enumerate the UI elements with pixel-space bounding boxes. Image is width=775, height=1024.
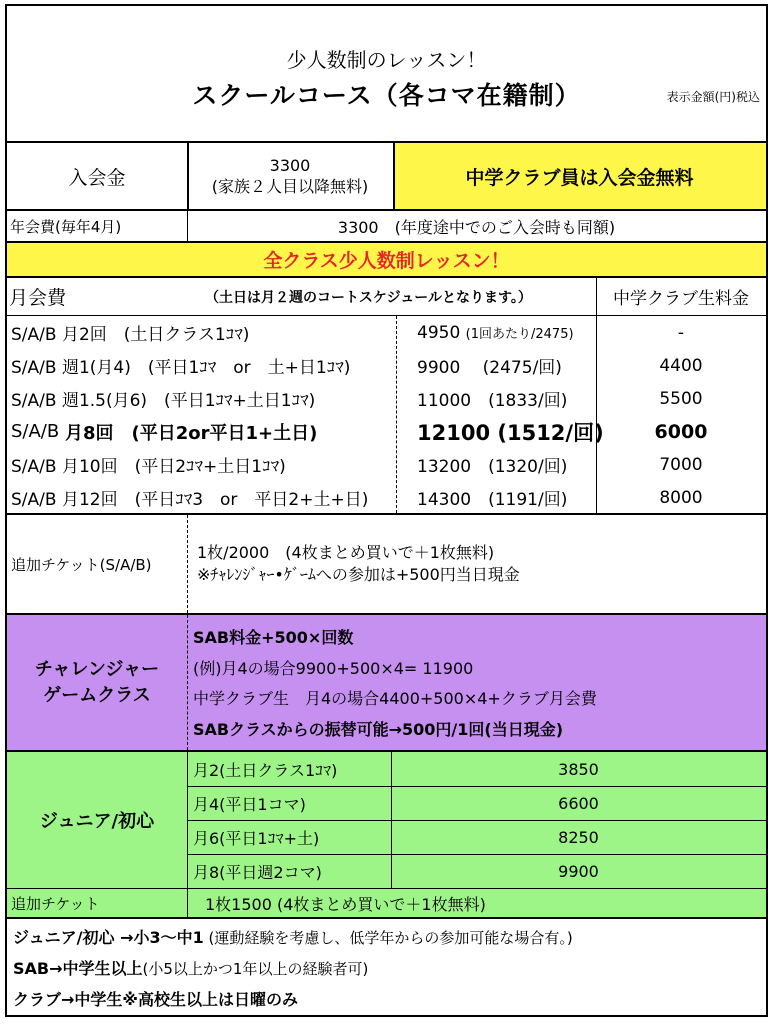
challenger-details xyxy=(193,623,597,745)
enrollment-fee-amount: 3300 xyxy=(269,156,311,175)
plan-student-price: - xyxy=(677,322,685,343)
extra-ticket-row xyxy=(7,515,766,615)
challenger-line: (例)月4の場合9900+500×4= 11900 xyxy=(193,658,474,678)
plan-price: 13200 (1320/回) xyxy=(417,457,568,477)
monthly-fee-note: （土日は月２週のコートスケジュールとなります。） xyxy=(205,289,532,306)
table-row xyxy=(7,382,766,415)
eligibility-notes xyxy=(13,922,763,1015)
extra-ticket-price: 1枚/2000 (4枚まとめ買いで＋1枚無料) xyxy=(197,543,495,562)
plan-name: S/A/B 週1(月4) (平日1ｺﾏ or 土+日1ｺﾏ) xyxy=(11,358,351,378)
plan-name: S/A/B 月10回 (平日2ｺﾏ+土日1ｺﾏ) xyxy=(11,457,286,477)
challenger-line: SABクラスからの振替可能→500円/1回(当日現金) xyxy=(193,719,564,739)
note-club: クラブ→中学生※高校生以上は日曜のみ xyxy=(13,990,298,1009)
price-tax-note: 表示金額(円)税込 xyxy=(666,90,760,104)
junior-ticket-label: 追加チケット xyxy=(11,894,100,913)
enrollment-fee-row xyxy=(7,143,766,211)
challenger-label: チャレンジャー ゲームクラス xyxy=(34,658,160,706)
junior-ticket-text: 1枚1500 (4枚まとめ買いで＋1枚無料) xyxy=(205,894,486,914)
enrollment-free-highlight: 中学クラブ員は入会金無料 xyxy=(393,143,766,209)
small-class-banner xyxy=(7,243,766,278)
junior-beginner-class xyxy=(7,752,766,889)
table-row xyxy=(7,448,766,481)
junior-plan-name: 月6(平日1ｺﾏ+土) xyxy=(193,828,320,848)
page-subtitle: 少人数制のレッスン！ xyxy=(286,48,487,72)
challenger-game-class xyxy=(7,615,766,752)
table-row xyxy=(7,415,766,448)
table-row xyxy=(7,349,766,382)
junior-plan-name: 月2(土日クラス1ｺﾏ) xyxy=(193,760,338,780)
enrollment-fee-note: (家族２人目以降無料) xyxy=(211,177,369,196)
student-price-header: 中学クラブ生料金 xyxy=(613,289,749,309)
junior-label: ジュニア/初心 xyxy=(39,811,155,832)
plan-price: 14300 (1191/回) xyxy=(417,490,568,510)
table-row xyxy=(187,786,766,820)
plan-name: S/A/B 月8回 (平日2or平日1+土日) xyxy=(11,421,318,444)
table-row xyxy=(7,481,766,514)
table-row xyxy=(187,820,766,854)
plan-student-price: 7000 xyxy=(659,454,703,475)
junior-plan-price: 6600 xyxy=(558,793,599,813)
enrollment-fee-label: 入会金 xyxy=(68,166,126,189)
table-row xyxy=(187,752,766,786)
plan-price: 11000 (1833/回) xyxy=(417,391,568,411)
monthly-fee-label: 月会費 xyxy=(9,287,67,309)
extra-ticket-note: ※ﾁｬﾚﾝｼﾞｬｰ•ｹﾞｰﾑへの参加は+500円当日現金 xyxy=(197,565,520,584)
plan-name: S/A/B 月2回 (土日クラス1ｺﾏ) xyxy=(11,325,250,345)
header xyxy=(7,6,766,143)
note-sab: SAB→中学生以上(小5以上かつ1年以上の経験者可) xyxy=(13,959,369,978)
plan-price: 12100 (1512/回) xyxy=(417,420,604,445)
note-junior: ジュニア/初心 →小3〜中1 (運動経験を考慮し、低学年からの参加可能な場合有。) xyxy=(13,928,573,947)
plan-name: S/A/B 週1.5(月6) (平日1ｺﾏ+土日1ｺﾏ) xyxy=(11,391,316,411)
annual-fee-label: 年会費(毎年4月) xyxy=(10,217,122,236)
junior-plan-name: 月8(平日週2コマ) xyxy=(193,862,322,882)
plan-price: 4950 (1回あたり/2475) xyxy=(417,322,574,343)
extra-ticket-label: 追加チケット(S/A/B) xyxy=(11,555,152,574)
plan-price: 9900 (2475/回) xyxy=(417,358,562,378)
annual-fee-value: 3300 (年度途中でのご入会時も同額) xyxy=(337,217,616,237)
enrollment-fee-value xyxy=(187,143,393,209)
junior-plan-name: 月4(平日1コマ) xyxy=(193,794,306,814)
annual-fee-row xyxy=(7,211,766,243)
plan-student-price: 5500 xyxy=(659,388,703,409)
plan-student-price: 8000 xyxy=(659,487,703,508)
plan-student-price: 4400 xyxy=(659,355,703,376)
banner-text: 全クラス少人数制レッスン！ xyxy=(263,250,510,272)
junior-ticket-row xyxy=(7,889,766,919)
plan-student-price: 6000 xyxy=(654,420,708,443)
challenger-line: 中学クラブ生 月4の場合4400+500×4+クラブ月会費 xyxy=(193,689,597,708)
plan-table xyxy=(7,316,766,515)
junior-plan-price: 9900 xyxy=(558,861,599,881)
plan-name: S/A/B 月12回 (平日ｺﾏ3 or 平日2+土+日) xyxy=(11,490,369,510)
challenger-line: SAB料金+500×回数 xyxy=(193,628,354,647)
junior-plan-price: 3850 xyxy=(558,759,599,779)
monthly-fee-header xyxy=(7,278,766,316)
junior-plan-price: 8250 xyxy=(558,827,599,847)
table-row xyxy=(187,854,766,888)
extra-ticket-text xyxy=(197,515,520,613)
price-sheet xyxy=(5,4,768,1017)
page-title: スクールコース（各コマ在籍制） xyxy=(192,81,581,110)
table-row xyxy=(7,316,766,349)
